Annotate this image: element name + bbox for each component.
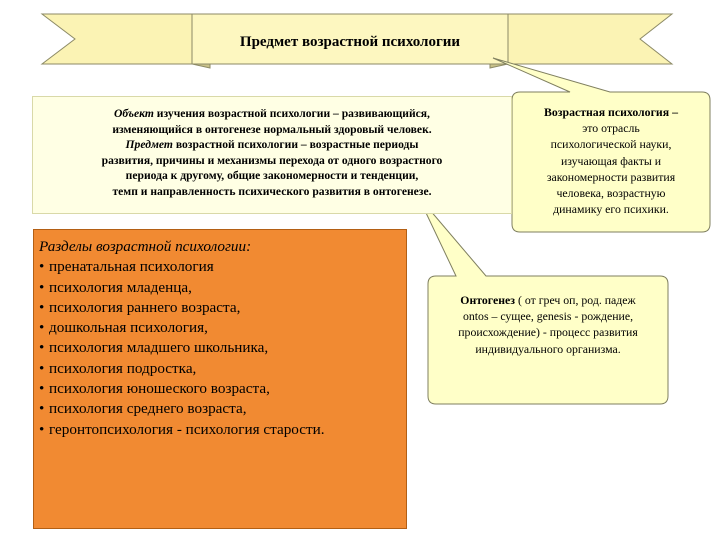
definition-callout-text (520, 104, 702, 217)
list-item (39, 359, 406, 379)
page-title: Предмет возрастной психологии (239, 33, 461, 50)
bullet-icon: • (39, 298, 45, 316)
list-item (39, 399, 406, 419)
bullet-icon: • (39, 339, 45, 357)
bullet-icon: • (39, 380, 45, 398)
object-term: Объект (114, 107, 154, 120)
definition-line: закономерности развития (546, 169, 676, 184)
list-item (39, 257, 406, 277)
list-item (39, 318, 406, 338)
object-subject-box (32, 96, 512, 214)
ontogenesis-line-1-rest: ( от греч оп, род. падеж (515, 293, 636, 307)
subject-definition (51, 137, 493, 153)
ontogenesis-callout-text (432, 292, 664, 357)
ontogenesis-line-2: ontos – сущее, genesis - рождение, (462, 309, 634, 324)
bullet-icon: • (39, 359, 45, 377)
list-item (39, 338, 406, 358)
sections-heading (39, 237, 406, 257)
bullet-icon: • (39, 278, 45, 296)
subject-line-1: возрастной психологии – возрастные периоды (172, 138, 419, 152)
list-item (39, 420, 406, 440)
definition-line: изучающая факты и (560, 153, 662, 168)
bullet-icon: • (39, 420, 45, 438)
list-item-label: пренатальная психология (49, 258, 214, 276)
list-item (39, 379, 406, 399)
list-item-label: дошкольная психология, (49, 319, 208, 337)
ontogenesis-line-3: происхождение) - процесс развития (458, 325, 638, 340)
definition-line: это отрасль (582, 121, 640, 136)
list-item-label: психология среднего возраста, (49, 400, 247, 418)
bullet-icon: • (39, 400, 45, 418)
definition-line: психологической науки, (550, 137, 672, 152)
definition-line: динамику его психики. (553, 202, 669, 217)
ontogenesis-line-4: индивидуального организма. (475, 341, 621, 356)
subject-line-3: периода к другому, общие закономерности и тенденции, (125, 169, 419, 183)
ontogenesis-term: Онтогенез (460, 293, 516, 307)
list-item-label: психология младшего школьника, (49, 339, 269, 357)
list-item (39, 298, 406, 318)
definition-term: Возрастная психология – (544, 105, 678, 119)
ontogenesis-line-1 (432, 292, 664, 308)
definition-line: человека, возрастную (556, 186, 666, 201)
object-definition (51, 106, 493, 122)
sections-heading-colon: : (246, 238, 252, 255)
subject-line-2: развития, причины и механизмы перехода от одного возрастного (101, 153, 443, 167)
bullet-icon: • (39, 258, 45, 276)
subject-term: Предмет (125, 138, 173, 152)
sections-heading-text: Разделы возрастной психологии (39, 238, 247, 255)
list-item-label: геронтопсихология - психология старости. (49, 420, 325, 438)
object-line-2: изменяющийся в онтогенезе нормальный здоровый человек. (112, 122, 432, 136)
bullet-icon: • (39, 319, 45, 337)
list-item-label: психология подростка, (49, 359, 197, 377)
list-item-label: психология юношеского возраста, (49, 380, 270, 398)
list-item-label: психология раннего возраста, (49, 298, 241, 316)
sections-box (33, 229, 407, 529)
subject-line-4: темп и направленность психического развития в онтогенезе. (112, 184, 432, 198)
list-item-label: психология младенца, (49, 278, 192, 296)
list-item (39, 278, 406, 298)
object-line-1: изучения возрастной психологии – развивающийся, (153, 107, 430, 120)
